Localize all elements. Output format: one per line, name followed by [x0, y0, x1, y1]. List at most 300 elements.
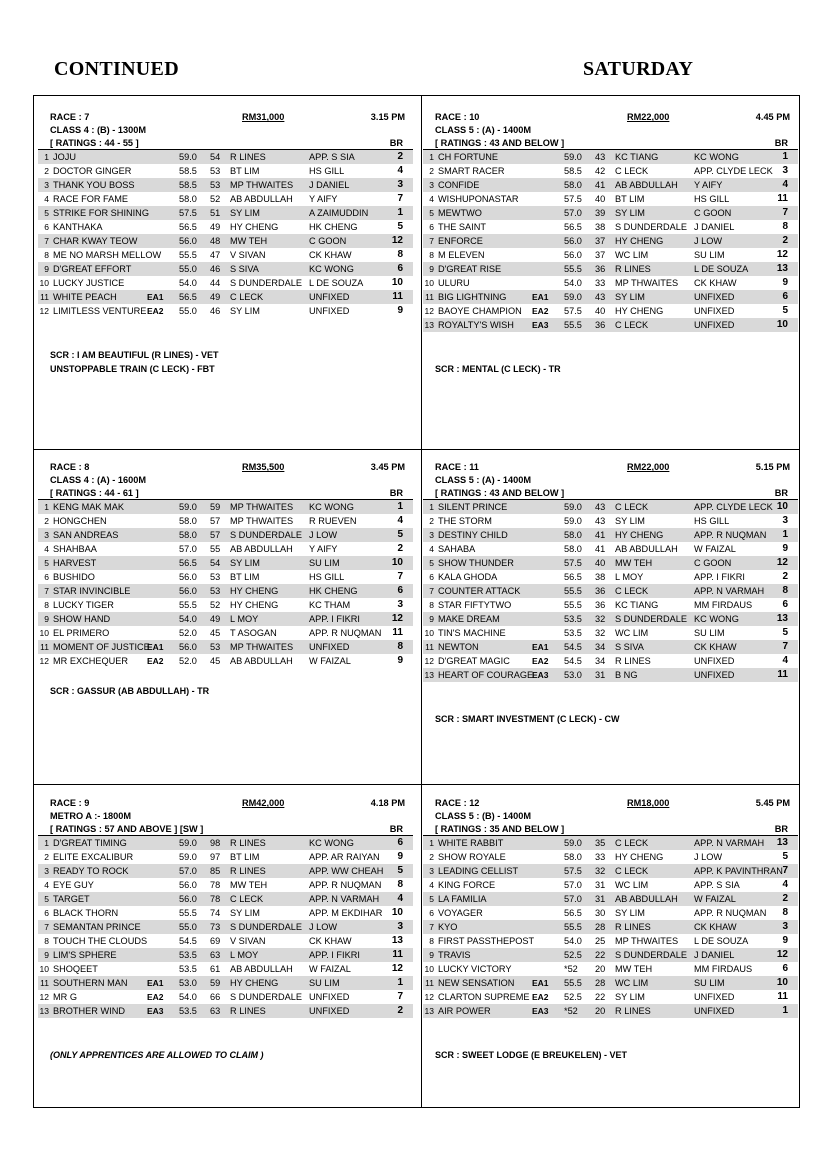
runner-number: 5: [44, 208, 49, 218]
emergency-acceptor: EA1: [532, 642, 549, 652]
barrier: 11: [777, 669, 788, 680]
barrier: 1: [397, 207, 403, 218]
trainer: R LINES: [230, 1006, 266, 1016]
runner-number: 12: [39, 306, 49, 316]
rating: 63: [210, 1006, 221, 1016]
jockey: UNFIXED: [309, 306, 350, 316]
jockey: APP. R NUQMAN: [309, 628, 382, 638]
horse-name: SEMANTAN PRINCE: [53, 922, 141, 932]
column-divider: [421, 96, 422, 1107]
barrier: 2: [782, 235, 788, 246]
table-row: [38, 654, 413, 668]
runner-number: 11: [425, 292, 434, 302]
horse-name: CHAR KWAY TEOW: [53, 236, 138, 246]
scratching-note: SCR : SMART INVESTMENT (C LECK) - CW: [435, 714, 620, 724]
rating: 22: [595, 992, 606, 1002]
jockey: HS GILL: [309, 166, 345, 176]
horse-name: MOMENT OF JUSTICE: [53, 642, 150, 652]
barrier: 9: [782, 935, 788, 946]
table-row: [38, 276, 413, 290]
jockey: CK KHAW: [309, 250, 352, 260]
barrier: 4: [782, 655, 788, 666]
barrier-header: BR: [774, 824, 788, 834]
barrier: 6: [782, 291, 788, 302]
barrier: 10: [391, 277, 403, 288]
horse-name: LIM'S SPHERE: [53, 950, 117, 960]
runner-number: 10: [424, 278, 434, 288]
runner-number: 8: [44, 936, 49, 946]
rating: 47: [210, 250, 221, 260]
table-row: [423, 906, 798, 920]
barrier: 13: [391, 935, 403, 946]
table-row: [38, 836, 413, 850]
rating: 40: [595, 306, 606, 316]
horse-name: CLARTON SUPREME: [438, 992, 530, 1002]
weight: 53.5: [179, 1006, 197, 1016]
table-row: [423, 612, 798, 626]
jockey: KC WONG: [309, 838, 354, 848]
barrier: 1: [782, 151, 788, 162]
barrier: 8: [782, 585, 788, 596]
rating: 37: [595, 236, 606, 246]
runner-number: 7: [429, 586, 434, 596]
rating: 25: [595, 936, 606, 946]
jockey: J LOW: [694, 852, 723, 862]
horse-name: SHOW HAND: [53, 614, 111, 624]
runner-number: 6: [429, 572, 434, 582]
rating: 20: [595, 1006, 606, 1016]
table-row: [423, 934, 798, 948]
trainer: HY CHENG: [615, 530, 664, 540]
table-row: [38, 612, 413, 626]
runner-number: 9: [44, 264, 49, 274]
horse-name: LEADING CELLIST: [438, 866, 519, 876]
trainer: WC LIM: [615, 250, 649, 260]
scratching-note: SCR : I AM BEAUTIFUL (R LINES) - VET: [50, 350, 219, 360]
horse-name: COUNTER ATTACK: [438, 586, 521, 596]
rating: 28: [595, 978, 606, 988]
barrier: 1: [782, 1005, 788, 1016]
barrier: 12: [776, 557, 788, 568]
horse-name: THE STORM: [438, 516, 492, 526]
runner-number: 8: [429, 936, 434, 946]
runner-table: [38, 499, 413, 668]
race-time: 5.45 PM: [755, 798, 790, 808]
rating: 53: [210, 572, 221, 582]
weight: 54.0: [179, 614, 197, 624]
trainer: MP THWAITES: [615, 278, 679, 288]
barrier: 2: [782, 571, 788, 582]
table-row: [423, 668, 798, 682]
barrier-header: BR: [774, 138, 788, 148]
horse-name: JOJU: [53, 152, 76, 162]
trainer: MP THWAITES: [230, 180, 294, 190]
trainer: SY LIM: [230, 208, 260, 218]
race-prize: RM22,000: [627, 112, 670, 122]
rating: 31: [595, 880, 606, 890]
runner-number: 3: [44, 866, 49, 876]
barrier: 10: [391, 907, 403, 918]
table-row: [38, 178, 413, 192]
jockey: UNFIXED: [309, 642, 350, 652]
barrier: 9: [782, 277, 788, 288]
trainer: AB ABDULLAH: [615, 180, 678, 190]
trainer: L MOY: [230, 950, 259, 960]
rating: 32: [595, 866, 606, 876]
barrier: 7: [397, 193, 403, 204]
race-ratings: [ RATINGS : 43 AND BELOW ]: [435, 138, 565, 148]
table-row: [423, 654, 798, 668]
jockey: UNFIXED: [694, 992, 735, 1002]
weight: 57.0: [564, 894, 582, 904]
runner-number: 2: [44, 166, 49, 176]
race-time: 3.45 PM: [370, 462, 405, 472]
horse-name: KANTHAKA: [53, 222, 103, 232]
jockey: CK KHAW: [694, 642, 737, 652]
weight: 57.5: [564, 306, 582, 316]
rating: 41: [595, 180, 606, 190]
race-number: RACE : 10: [435, 112, 480, 122]
trainer: HY CHENG: [615, 306, 664, 316]
runner-table: [38, 835, 413, 1018]
trainer: C LECK: [615, 586, 649, 596]
barrier: 9: [397, 305, 403, 316]
table-row: [423, 584, 798, 598]
table-row: [423, 836, 798, 850]
trainer: BT LIM: [230, 852, 260, 862]
weight: 55.5: [179, 600, 197, 610]
race-time: 3.15 PM: [370, 112, 405, 122]
horse-name: MR EXCHEQUER: [53, 656, 129, 666]
horse-name: WHITE PEACH: [53, 292, 117, 302]
rating: 38: [595, 222, 606, 232]
trainer: SY LIM: [230, 558, 260, 568]
horse-name: EL PRIMERO: [53, 628, 110, 638]
table-row: [423, 192, 798, 206]
barrier: 11: [392, 291, 403, 302]
jockey: HS GILL: [694, 516, 730, 526]
trainer: AB ABDULLAH: [230, 964, 293, 974]
rating: 28: [595, 922, 606, 932]
jockey: L DE SOUZA: [309, 278, 364, 288]
table-row: [423, 542, 798, 556]
runner-number: 4: [429, 544, 434, 554]
runner-number: 4: [44, 544, 49, 554]
trainer: BT LIM: [230, 166, 260, 176]
runner-number: 5: [44, 894, 49, 904]
horse-name: SMART RACER: [438, 166, 505, 176]
weight: 55.0: [179, 264, 197, 274]
barrier: 6: [782, 963, 788, 974]
race-class: CLASS 5 : (A) - 1400M: [435, 475, 531, 485]
runner-number: 6: [44, 572, 49, 582]
runner-number: 5: [429, 558, 434, 568]
jockey: SU LIM: [694, 978, 725, 988]
jockey: CK KHAW: [309, 936, 352, 946]
table-row: [423, 570, 798, 584]
runner-number: 5: [429, 894, 434, 904]
weight: 56.0: [179, 572, 197, 582]
trainer: HY CHENG: [230, 978, 279, 988]
runner-number: 2: [429, 852, 434, 862]
rating: 34: [595, 656, 606, 666]
trainer: AB ABDULLAH: [615, 894, 678, 904]
rating: 33: [595, 852, 606, 862]
table-row: [38, 570, 413, 584]
trainer: S DUNDERDALE: [615, 950, 687, 960]
jockey: SU LIM: [694, 628, 725, 638]
barrier: 4: [397, 165, 403, 176]
table-row: [423, 626, 798, 640]
barrier-header: BR: [389, 488, 403, 498]
runner-number: 9: [44, 614, 49, 624]
emergency-acceptor: EA1: [147, 978, 164, 988]
trainer: MP THWAITES: [230, 642, 294, 652]
jockey: APP. N VARMAH: [694, 586, 765, 596]
rating: 48: [210, 236, 221, 246]
rating: 63: [210, 950, 221, 960]
horse-name: BAOYE CHAMPION: [438, 306, 522, 316]
barrier: 4: [397, 515, 403, 526]
weight: 59.0: [564, 152, 582, 162]
barrier: 3: [397, 599, 403, 610]
runner-number: 3: [429, 866, 434, 876]
weight: 56.5: [564, 908, 582, 918]
horse-name: SILENT PRINCE: [438, 502, 508, 512]
runner-number: 9: [429, 614, 434, 624]
barrier: 7: [397, 571, 403, 582]
jockey: SU LIM: [309, 978, 340, 988]
emergency-acceptor: EA3: [532, 320, 549, 330]
horse-name: ULURU: [438, 278, 470, 288]
row-divider: [34, 449, 799, 450]
jockey: Y AIFY: [309, 544, 338, 554]
barrier: 5: [782, 851, 788, 862]
race-ratings: [ RATINGS : 43 AND BELOW ]: [435, 488, 565, 498]
barrier: 2: [397, 151, 403, 162]
rating: 20: [595, 964, 606, 974]
rating: 40: [595, 194, 606, 204]
emergency-acceptor: EA1: [147, 292, 164, 302]
table-row: [38, 220, 413, 234]
trainer: C LECK: [230, 292, 264, 302]
trainer: V SIVAN: [230, 250, 266, 260]
barrier: 8: [397, 249, 403, 260]
table-row: [38, 514, 413, 528]
trainer: MW TEH: [230, 880, 268, 890]
table-row: [423, 500, 798, 514]
weight: 52.5: [564, 950, 582, 960]
table-row: [38, 192, 413, 206]
runner-number: 6: [44, 908, 49, 918]
runner-number: 7: [429, 236, 434, 246]
trainer: BT LIM: [230, 572, 260, 582]
trainer: C LECK: [230, 894, 264, 904]
rating: 74: [210, 908, 221, 918]
trainer: C LECK: [615, 320, 649, 330]
race-prize: RM31,000: [242, 112, 285, 122]
weight: 57.0: [179, 866, 197, 876]
runner-number: 9: [429, 264, 434, 274]
trainer: R LINES: [230, 152, 266, 162]
weight: 54.0: [179, 278, 197, 288]
jockey: C GOON: [309, 236, 347, 246]
rating: 32: [595, 628, 606, 638]
race-prize: RM18,000: [627, 798, 670, 808]
race-ratings: [ RATINGS : 35 AND BELOW ]: [435, 824, 565, 834]
horse-name: FIRST PASSTHEPOST: [438, 936, 535, 946]
runner-number: 8: [429, 250, 434, 260]
table-row: [38, 234, 413, 248]
runner-number: 13: [424, 320, 434, 330]
emergency-acceptor: EA2: [532, 656, 549, 666]
barrier: 11: [777, 193, 788, 204]
weight: 57.5: [179, 208, 197, 218]
runner-number: 7: [44, 236, 49, 246]
weight: 58.0: [564, 180, 582, 190]
emergency-acceptor: EA2: [532, 992, 549, 1002]
trainer: V SIVAN: [230, 936, 266, 946]
rating: 53: [210, 642, 221, 652]
table-row: [38, 976, 413, 990]
rating: 41: [595, 530, 606, 540]
trainer: HY CHENG: [230, 600, 279, 610]
trainer: R LINES: [230, 866, 266, 876]
barrier: 12: [391, 235, 403, 246]
horse-name: D'GREAT MAGIC: [438, 656, 510, 666]
table-row: [38, 248, 413, 262]
horse-name: ELITE EXCALIBUR: [53, 852, 134, 862]
horse-name: TIN'S MACHINE: [438, 628, 506, 638]
rating: 51: [210, 208, 221, 218]
barrier: 9: [782, 543, 788, 554]
runner-number: 12: [424, 306, 434, 316]
weight: 55.5: [564, 586, 582, 596]
trainer: HY CHENG: [615, 236, 664, 246]
trainer: WC LIM: [615, 628, 649, 638]
weight: 59.0: [564, 516, 582, 526]
horse-name: M ELEVEN: [438, 250, 485, 260]
horse-name: KING FORCE: [438, 880, 496, 890]
weight: 52.5: [564, 992, 582, 1002]
horse-name: HEART OF COURAGE: [438, 670, 534, 680]
weight: 55.5: [564, 264, 582, 274]
barrier: 12: [391, 613, 403, 624]
rating: 32: [595, 614, 606, 624]
trainer: R LINES: [615, 656, 651, 666]
trainer: AB ABDULLAH: [230, 194, 293, 204]
horse-name: TRAVIS: [438, 950, 471, 960]
runner-number: 7: [44, 586, 49, 596]
race-class: CLASS 4 : (A) - 1600M: [50, 475, 146, 485]
table-row: [423, 850, 798, 864]
jockey: MM FIRDAUS: [694, 600, 753, 610]
weight: 54.5: [564, 642, 582, 652]
table-row: [38, 934, 413, 948]
rating: 39: [595, 208, 606, 218]
weight: 53.5: [564, 628, 582, 638]
jockey: Y AIFY: [694, 180, 723, 190]
barrier: 9: [397, 655, 403, 666]
rating: 59: [210, 978, 221, 988]
runner-number: 11: [40, 978, 49, 988]
jockey: HK CHENG: [309, 222, 358, 232]
rating: 34: [595, 642, 606, 652]
barrier: 5: [397, 221, 403, 232]
horse-name: STAR INVINCIBLE: [53, 586, 131, 596]
trainer: MP THWAITES: [230, 516, 294, 526]
jockey: UNFIXED: [694, 1006, 735, 1016]
weight: 58.0: [179, 530, 197, 540]
rating: 30: [595, 908, 606, 918]
race-prize: RM35,500: [242, 462, 285, 472]
table-row: [423, 556, 798, 570]
table-row: [423, 234, 798, 248]
table-row: [423, 206, 798, 220]
horse-name: SOUTHERN MAN: [53, 978, 128, 988]
rating: 55: [210, 544, 221, 554]
weight: 58.0: [179, 194, 197, 204]
weight: 56.0: [179, 894, 197, 904]
trainer: S DUNDERDALE: [230, 530, 302, 540]
race-number: RACE : 9: [50, 798, 90, 808]
jockey: W FAIZAL: [309, 964, 351, 974]
table-row: [38, 206, 413, 220]
horse-name: LA FAMILIA: [438, 894, 487, 904]
weight: 59.0: [179, 502, 197, 512]
emergency-acceptor: EA2: [147, 656, 164, 666]
trainer: BT LIM: [615, 194, 645, 204]
weight: 57.5: [564, 194, 582, 204]
weight: 59.0: [179, 838, 197, 848]
horse-name: MEWTWO: [438, 208, 482, 218]
runner-number: 7: [44, 922, 49, 932]
rating: 57: [210, 530, 221, 540]
horse-name: THE SAINT: [438, 222, 486, 232]
runner-number: 5: [429, 208, 434, 218]
rating: 43: [595, 516, 606, 526]
table-row: [38, 164, 413, 178]
rating: 43: [595, 502, 606, 512]
trainer: KC TIANG: [615, 152, 659, 162]
table-row: [423, 864, 798, 878]
race-number: RACE : 8: [50, 462, 90, 472]
trainer: R LINES: [615, 1006, 651, 1016]
trainer: HY CHENG: [230, 222, 279, 232]
jockey: APP. M EKDIHAR: [309, 908, 383, 918]
trainer: C LECK: [615, 166, 649, 176]
horse-name: MR G: [53, 992, 77, 1002]
barrier: 6: [782, 599, 788, 610]
emergency-acceptor: EA2: [147, 992, 164, 1002]
weight: 56.5: [179, 292, 197, 302]
runner-number: 8: [44, 600, 49, 610]
emergency-acceptor: EA2: [147, 306, 164, 316]
barrier: 8: [782, 221, 788, 232]
table-row: [38, 962, 413, 976]
trainer: L MOY: [230, 614, 259, 624]
table-row: [38, 640, 413, 654]
horse-name: D'GREAT EFFORT: [53, 264, 132, 274]
rating: 61: [210, 964, 221, 974]
jockey: APP. AR RAIYAN: [309, 852, 380, 862]
table-row: [423, 150, 798, 164]
barrier: 13: [776, 613, 788, 624]
runner-number: 6: [44, 222, 49, 232]
rating: 66: [210, 992, 221, 1002]
horse-name: BROTHER WIND: [53, 1006, 125, 1016]
barrier: 6: [397, 837, 403, 848]
